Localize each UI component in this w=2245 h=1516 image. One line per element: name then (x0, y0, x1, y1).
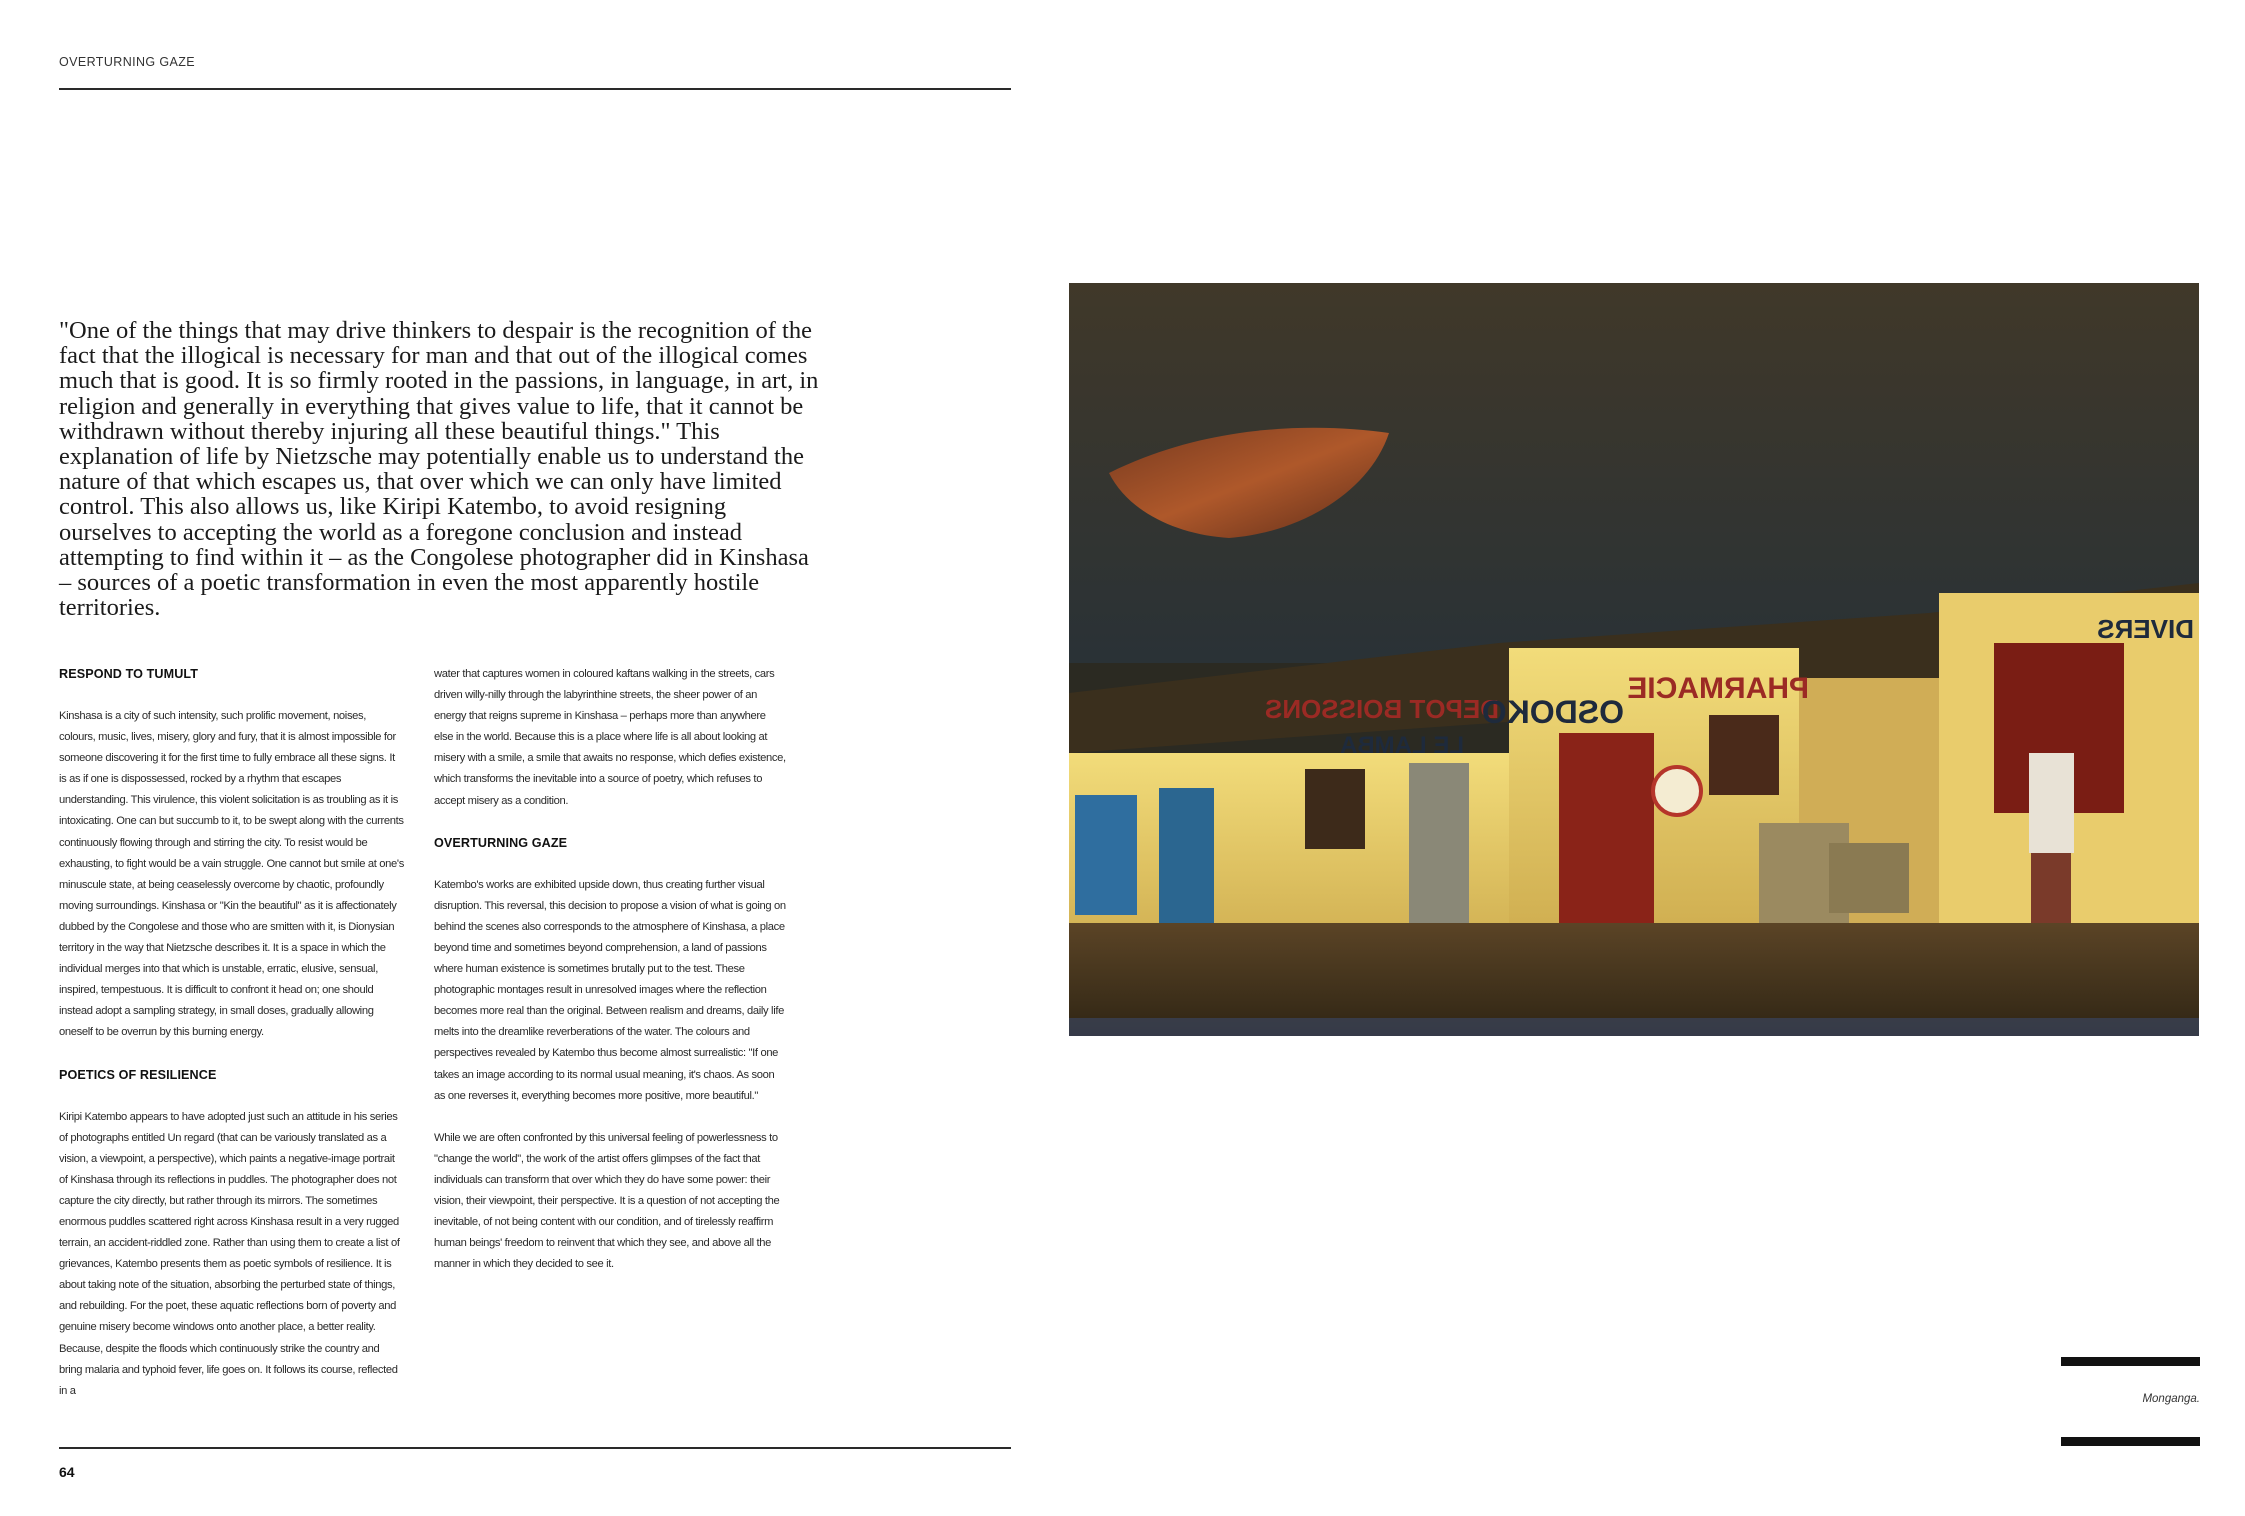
section-body-overturning: Katembo's works are exhibited upside down, thus creating further visual disruption. This reversal, this decision to propose a vision of what is going on behind the scenes also corresponds to the atmosphere of Kinshasa, a place beyond time and sometimes beyond comprehension, a land of passions where human existence is sometimes brutally put to the test. These photographic montages result in unresolved images where the reflection becomes more real than the original. Between realism and dreams, daily life melts into the dreamlike reverberations of the water. The colours and perspectives revealed by Katembo thus become almost surrealistic: "If one takes an image according to its normal usual meaning, it's chaos. As soon as one reverses it, everything becomes more positive, more beautiful." (434, 878, 786, 1102)
column-left (59, 664, 404, 1402)
sign-pharmacie: PHARMACIE (1627, 672, 1809, 705)
column-right (434, 664, 786, 1275)
continuation-text: water that captures women in coloured kaftans walking in the streets, cars driven willy-nilly through the labyrinthine streets, the sheer power of an energy that reigns supreme in Kinshasa – perhaps more than anywhere else in the world. Because this is a place where life is all about looking at misery with a smile, a smile that awaits no response, which defies existence, which transforms the inevitable into a source of poetry, which refuses to accept misery as a condition. (434, 668, 786, 807)
section-heading-overturning: OVERTURNING GAZE (434, 835, 568, 850)
section-body-respond: Kinshasa is a city of such intensity, such prolific movement, noises, colours, music, lives, misery, glory and fury, that it is almost impossible for someone discovering it for the first time to fully embrace all these signs. It is as if one is dispossessed, rocked by a rhythm that escapes understanding. This virulence, this violent solicitation is as troubling as it is intoxicating. One can but succumb to it, to be swept along with the currents continuously flowing through and stirring the city. To resist would be exhausting, to fight would be a vain struggle. One cannot but smile at one's minuscule state, at being ceaselessly overcome by chaotic, profoundly moving surroundings. Kinshasa or "Kin the beautiful" as it is affectionately dubbed by the Congolese and those who are smitten with it, is Dionysian territory in the way that Nietzsche describes it. It is a space in which the individual merges into that which is unstable, erratic, elusive, sensual, inspired, tempestuous. It is difficult to confront it head on; one should instead adopt a sampling strategy, in small doses, gradually allowing oneself to be overrun by this burning energy. (59, 710, 404, 1039)
caption-bar-top (2061, 1357, 2200, 1366)
section-body-overturning-2: While we are often confronted by this universal feeling of powerlessness to "change the world", the work of the artist offers glimpses of the fact that individuals can transform that over which they do have some power: their vision, their viewpoint, their perspective. It is a question of not accepting the inevitable, of not being content with our condition, and of tirelessly reaffirm human beings' freedom to reinvent that which they see, and above all the manner in which they decided to see it. (434, 1131, 780, 1271)
sign-osdoko: OSDOKO (1481, 694, 1624, 730)
running-head: OVERTURNING GAZE (59, 55, 196, 69)
page-number: 64 (59, 1464, 75, 1480)
section-body-resilience: Kiripi Katembo appears to have adopted just such an attitude in his series of photographs entitled Un regard (that can be variously translated as a vision, a viewpoint, a perspective), which paints a negative-image portrait of Kinshasa through its reflections in puddles. The photographer does not capture the city directly, but rather through its mirrors. The sometimes enormous puddles scattered right across Kinshasa result in a very rugged terrain, an accident-riddled zone. Rather than using them to create a list of grievances, Katembo presents them as poetic symbols of resilience. It is about taking note of the situation, absorbing the perturbed state of things, and rebuilding. For the poet, these aquatic reflections born of poverty and genuine misery become windows onto another place, a better reality. Because, despite the floods which continuously strike the country and bring malaria and typhoid fever, life goes on. It follows its course, reflected in a (59, 1110, 400, 1397)
sign-lelamba: LE LAMBA (1340, 732, 1464, 759)
photo-reflection (1069, 283, 2199, 1036)
section-heading-respond: RESPOND TO TUMULT (59, 667, 199, 681)
header-rule (59, 88, 1011, 90)
caption-bar-bottom (2061, 1437, 2200, 1446)
sign-depot: DEPOT BOISSONS (1264, 694, 1499, 724)
photo-illustration (1069, 283, 2199, 1036)
footer-rule (59, 1447, 1011, 1449)
pull-quote-text: "One of the things that may drive thinkers to despair is the recognition of the fact that the illogical is necessary for man and that out of the illogical comes much that is good. It is so firmly rooted in the passions, in language, in art, in religion and generally in everything that gives value to life, that it cannot be withdrawn without thereby injuring all these beautiful things." This explanation of life by Nietzsche may potentially enable us to understand the nature of that which escapes us, that over which we can only have limited control. This also allows us, like Kiripi Katembo, to avoid resigning ourselves to accepting the world as a foregone conclusion and instead attempting to find within it – as the Congolese photographer did in Kinshasa – sources of a poetic transformation in even the most apparently hostile territories. (59, 317, 819, 622)
section-heading-resilience: POETICS OF RESILIENCE (59, 1067, 217, 1082)
pull-quote (59, 318, 819, 620)
photo-caption: Monganga. (2142, 1393, 2200, 1405)
sign-divers: DIVERS (2097, 614, 2194, 644)
